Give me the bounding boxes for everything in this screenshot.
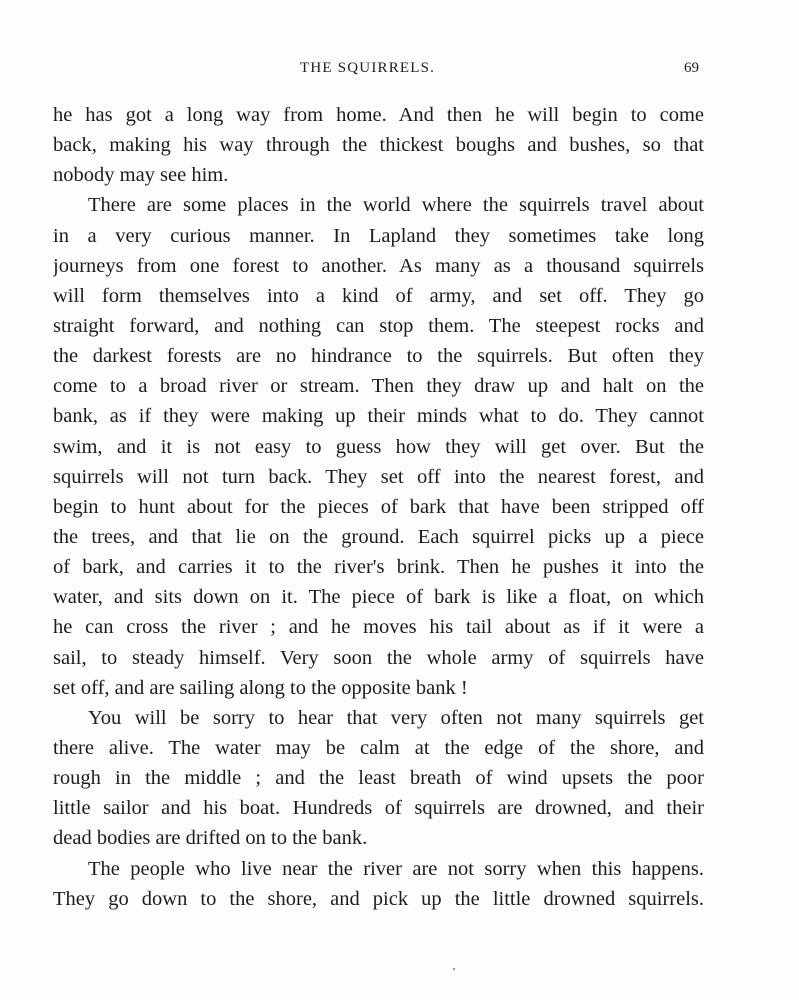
text-line: there alive. The water may be calm at the edge of the shore, and — [53, 736, 704, 759]
body-text — [53, 100, 704, 914]
text-line: he can cross the river ; and he moves his tail about as if it were a — [53, 616, 704, 639]
page-number: 69 — [684, 60, 699, 76]
text-line: will form themselves into a kind of army, and set off. They go — [53, 284, 704, 307]
text-line: journeys from one forest to another. As many as a thousand squirrels — [53, 254, 704, 277]
text-line: straight forward, and nothing can stop them. The steepest rocks and — [53, 314, 704, 337]
text-line: sail, to steady himself. Very soon the whole army of squirrels have — [53, 646, 704, 669]
text-line: the trees, and that lie on the ground. Each squirrel picks up a piece — [53, 525, 704, 548]
text-line: nobody may see him. — [53, 164, 229, 187]
text-line: rough in the middle ; and the least breath of wind upsets the poor — [53, 767, 704, 790]
text-line: They go down to the shore, and pick up the little drowned squirrels. — [53, 887, 704, 910]
text-line: he has got a long way from home. And then he will begin to come — [53, 104, 704, 126]
text-line: in a very curious manner. In Lapland they sometimes take long — [53, 224, 704, 247]
text-line: You will be sorry to hear that very often not many squirrels get — [88, 706, 704, 729]
text-line: little sailor and his boat. Hundreds of squirrels are drowned, and their — [53, 797, 704, 820]
text-line: back, making his way through the thickest boughs and bushes, so that — [53, 134, 704, 157]
scan-speck — [453, 968, 455, 970]
text-line: bank, as if they were making up their minds what to do. They cannot — [53, 405, 704, 428]
text-line: swim, and it is not easy to guess how they will get over. But the — [53, 435, 704, 458]
running-head — [0, 60, 799, 82]
text-line: water, and sits down on it. The piece of bark is like a float, on which — [53, 586, 704, 609]
text-line: squirrels will not turn back. They set off into the nearest forest, and — [53, 465, 704, 488]
text-line: dead bodies are drifted on to the bank. — [53, 827, 368, 850]
text-line: The people who live near the river are not sorry when this happens. — [88, 857, 704, 880]
text-line: begin to hunt about for the pieces of bark that have been stripped off — [53, 495, 704, 518]
text-line: of bark, and carries it to the river's brink. Then he pushes it into the — [53, 556, 704, 579]
text-line: There are some places in the world where the squirrels travel about — [88, 194, 704, 217]
running-head-title: THE SQUIRRELS. — [300, 60, 436, 76]
text-line: the darkest forests are no hindrance to the squirrels. But often they — [53, 345, 704, 368]
text-line: come to a broad river or stream. Then they draw up and halt on the — [53, 375, 704, 398]
text-line: set off, and are sailing along to the opposite bank ! — [53, 676, 468, 699]
